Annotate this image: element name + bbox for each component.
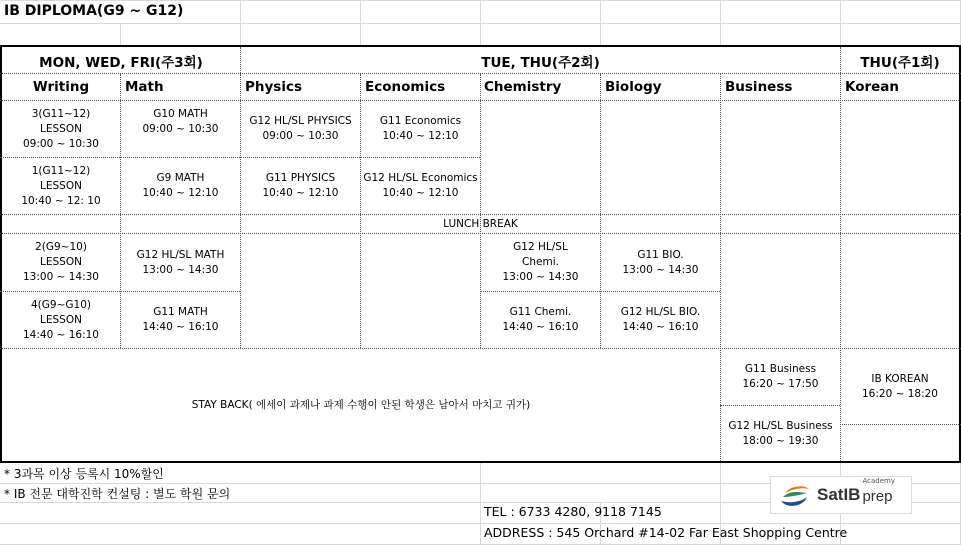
class-name: G10 MATH bbox=[153, 108, 208, 120]
biology-class-g11 bbox=[601, 234, 720, 291]
lesson-label: 1(G11~12) bbox=[31, 164, 91, 177]
grid-line bbox=[480, 462, 481, 545]
satib-logo-icon bbox=[777, 479, 813, 511]
lunch-break: LUNCH BREAK bbox=[443, 217, 518, 230]
class-name-cont: Chemi. bbox=[522, 256, 559, 268]
row-divider bbox=[840, 424, 961, 425]
subject-header-economics: Economics bbox=[365, 79, 446, 95]
writing-lesson-3 bbox=[2, 101, 120, 157]
subject-header-math: Math bbox=[125, 79, 164, 95]
lesson-type: LESSON bbox=[40, 122, 82, 135]
logo-wordmark: SatIB bbox=[817, 485, 861, 504]
grid-line bbox=[840, 0, 841, 45]
class-time: 13:00 ~ 14:30 bbox=[142, 263, 219, 276]
class-time: 10:40 ~ 12:10 bbox=[262, 187, 339, 199]
stay-back-note: STAY BACK( 에세이 과제나 과제 수행이 안된 학생은 남아서 마치고 귀가) bbox=[191, 398, 531, 411]
math-class-g12 bbox=[121, 234, 240, 291]
lesson-type: LESSON bbox=[40, 313, 82, 326]
lesson-label: 2(G9~10) bbox=[35, 241, 87, 253]
class-time: 10:40 ~ 12:10 bbox=[142, 187, 219, 199]
group-header-thu: THU(주1회) bbox=[860, 54, 940, 71]
consulting-note: * IB 전문 대학진학 컨설팅 : 별도 학원 문의 bbox=[4, 487, 231, 501]
class-time: 09:00 ~ 10:30 bbox=[262, 130, 339, 142]
group-header-mwf: MON, WED, FRI(주3회) bbox=[39, 54, 203, 71]
chemistry-class-g12 bbox=[481, 234, 600, 291]
class-name: G12 HL/SL Business bbox=[728, 419, 833, 432]
group-header-tue-thu: TUE, THU(주2회) bbox=[481, 54, 600, 71]
business-class-g11 bbox=[721, 349, 840, 405]
physics-class-g12 bbox=[241, 101, 360, 157]
class-name: G11 Chemi. bbox=[509, 306, 572, 318]
logo-tagline: Academy bbox=[862, 476, 895, 485]
class-time: 14:40 ~ 16:10 bbox=[142, 321, 219, 333]
class-name: G11 BIO. bbox=[637, 248, 684, 261]
subject-header-chemistry: Chemistry bbox=[484, 79, 562, 95]
math-class-g11 bbox=[121, 292, 240, 348]
subject-header-biology: Biology bbox=[605, 79, 662, 95]
writing-lesson-2 bbox=[2, 234, 120, 291]
math-class-g9 bbox=[121, 158, 240, 214]
class-time: 14:40 ~ 16:10 bbox=[622, 321, 699, 333]
class-time: 13:00 ~ 14:30 bbox=[502, 271, 579, 283]
writing-lesson-1 bbox=[2, 158, 120, 214]
class-time: 18:00 ~ 19:30 bbox=[742, 434, 819, 447]
lesson-label: 3(G11~12) bbox=[31, 107, 91, 120]
korean-class bbox=[841, 349, 959, 424]
chemistry-class-g11 bbox=[481, 292, 600, 348]
class-name: G11 MATH bbox=[153, 306, 208, 318]
subject-header-writing: Writing bbox=[32, 79, 90, 95]
address: ADDRESS : 545 Orchard #14-02 Far East Shopping Centre bbox=[484, 525, 848, 540]
biology-class-g12 bbox=[601, 292, 720, 348]
class-name: G12 HL/SL BIO. bbox=[620, 306, 701, 318]
subject-header-korean: Korean bbox=[845, 79, 900, 95]
lesson-time: 13:00 ~ 14:30 bbox=[23, 271, 99, 283]
economics-class-g12 bbox=[361, 158, 480, 214]
economics-class-g11 bbox=[361, 101, 480, 157]
grid-line bbox=[600, 0, 601, 45]
class-time: 10:40 ~ 12:10 bbox=[382, 130, 459, 142]
class-name: G12 HL/SL PHYSICS bbox=[249, 115, 352, 127]
lesson-type: LESSON bbox=[40, 179, 82, 192]
grid-line bbox=[720, 0, 721, 45]
subject-header-physics: Physics bbox=[245, 79, 303, 95]
logo-sub: prep bbox=[862, 487, 893, 505]
physics-class-g11 bbox=[241, 158, 360, 214]
table-bottom-border bbox=[0, 461, 961, 463]
grid-line bbox=[240, 0, 241, 45]
writing-lesson-4 bbox=[2, 292, 120, 348]
grid-line bbox=[120, 24, 121, 45]
lesson-time: 09:00 ~ 10:30 bbox=[23, 137, 99, 150]
business-class-g12 bbox=[721, 406, 840, 461]
grid-line bbox=[480, 0, 481, 45]
lesson-label: 4(G9~G10) bbox=[31, 298, 91, 311]
class-name: G11 PHYSICS bbox=[265, 172, 336, 184]
telephone: TEL : 6733 4280, 9118 7145 bbox=[484, 504, 662, 519]
class-time: 16:20 ~ 18:20 bbox=[862, 387, 938, 400]
math-class-g10 bbox=[121, 101, 240, 143]
class-time: 16:20 ~ 17:50 bbox=[742, 378, 819, 390]
class-name: G11 Economics bbox=[379, 115, 462, 127]
class-time: 10:40 ~ 12:10 bbox=[382, 187, 459, 199]
grid-line bbox=[360, 0, 361, 45]
lesson-time: 10:40 ~ 12: 10 bbox=[21, 194, 101, 207]
subject-header-business: Business bbox=[725, 79, 793, 95]
class-time: 13:00 ~ 14:30 bbox=[622, 263, 699, 276]
sheet-title: IB DIPLOMA(G9 ~ G12) bbox=[4, 3, 184, 19]
lesson-type: LESSON bbox=[40, 256, 82, 268]
lesson-time: 14:40 ~ 16:10 bbox=[23, 328, 99, 341]
class-name: G12 HL/SL Economics bbox=[363, 172, 478, 184]
class-time: 14:40 ~ 16:10 bbox=[502, 321, 579, 333]
discount-note: * 3과목 이상 등록시 10%할인 bbox=[4, 467, 164, 481]
class-name: IB KOREAN bbox=[871, 372, 929, 385]
class-name: G12 HL/SL bbox=[513, 241, 568, 253]
class-name: G9 MATH bbox=[156, 172, 205, 184]
class-name: G12 HL/SL MATH bbox=[136, 248, 225, 261]
class-time: 09:00 ~ 10:30 bbox=[142, 123, 219, 135]
satib-prep-logo bbox=[770, 476, 912, 514]
class-name: G11 Business bbox=[744, 363, 817, 375]
